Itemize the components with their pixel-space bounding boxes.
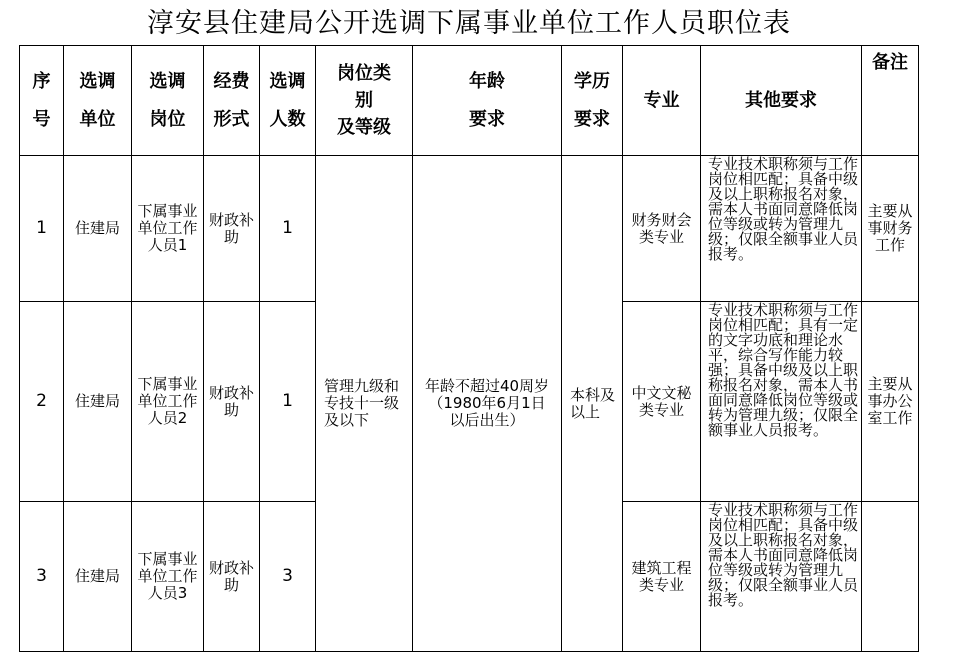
cell-notes: 主要从事办公室工作: [862, 302, 919, 502]
header-education-line: 学历: [574, 70, 610, 92]
cell-notes: 主要从事财务工作: [862, 156, 919, 302]
header-seq-line: 号: [32, 108, 51, 130]
header-notes: 备注: [862, 46, 919, 156]
header-position-line: 选调: [149, 70, 186, 92]
cell-seq: 3: [20, 502, 64, 652]
header-age-line: 年龄: [469, 70, 505, 92]
cell-funding: 财政补助: [204, 502, 260, 652]
header-position-line: 岗位: [149, 108, 186, 130]
header-other: 其他要求: [701, 46, 862, 156]
cell-count: 1: [260, 156, 316, 302]
header-unit-line: 单位: [79, 108, 116, 130]
cell-other: 专业技术职称须与工作岗位相匹配；具备中级及以上职称报名对象，需本人书面同意降低岗位等级或转为管理九级；仅限全额事业人员报考。: [701, 502, 862, 652]
page-title: 淳安县住建局公开选调下属事业单位工作人员职位表: [147, 8, 791, 39]
header-unit: [64, 46, 132, 156]
header-funding-line: 经费: [213, 70, 250, 92]
header-position: [132, 46, 204, 156]
header-education: [562, 46, 623, 156]
header-education-line: 要求: [574, 108, 610, 130]
cell-seq: 2: [20, 302, 64, 502]
header-seq: [20, 46, 64, 156]
cell-major: 财务财会类专业: [623, 156, 701, 302]
cell-category: 管理九级和专技十一级及以下: [316, 156, 413, 652]
cell-major: 建筑工程类专业: [623, 502, 701, 652]
header-major: 专业: [623, 46, 701, 156]
header-row: [20, 46, 919, 156]
cell-major: 中文文秘类专业: [623, 302, 701, 502]
header-count-line: 选调: [269, 70, 306, 92]
header-count: [260, 46, 316, 156]
cell-position: 下属事业单位工作人员1: [132, 156, 204, 302]
cell-count: 1: [260, 302, 316, 502]
header-funding-line: 形式: [213, 108, 250, 130]
header-age-line: 要求: [469, 108, 505, 130]
cell-other: 专业技术职称须与工作岗位相匹配；具备中级及以上职称报名对象，需本人书面同意降低岗位等级或转为管理九级；仅限全额事业人员报考。: [701, 156, 862, 302]
cell-position: 下属事业单位工作人员2: [132, 302, 204, 502]
position-table: [19, 45, 919, 652]
header-age: [413, 46, 562, 156]
header-count-line: 人数: [269, 108, 306, 130]
cell-position: 下属事业单位工作人员3: [132, 502, 204, 652]
header-unit-line: 选调: [79, 70, 116, 92]
cell-funding: 财政补助: [204, 302, 260, 502]
cell-count: 3: [260, 502, 316, 652]
cell-education: 本科及以上: [562, 156, 623, 652]
header-category: [316, 46, 413, 156]
cell-unit: 住建局: [64, 502, 132, 652]
cell-seq: 1: [20, 156, 64, 302]
header-funding: [204, 46, 260, 156]
cell-funding: 财政补助: [204, 156, 260, 302]
header-category-line: 岗位类: [337, 63, 391, 84]
cell-unit: 住建局: [64, 156, 132, 302]
header-seq-line: 序: [32, 70, 51, 92]
cell-notes: [862, 502, 919, 652]
cell-other: 专业技术职称须与工作岗位相匹配；具有一定的文字功底和理论水平，综合写作能力较强；具备中级及以上职称报名对象，需本人书面同意降低岗位等级或转为管理九级；仅限全额事业人员报考。: [701, 302, 862, 502]
header-category-line: 及等级: [337, 117, 391, 138]
header-category-line: 别: [355, 90, 373, 111]
cell-unit: 住建局: [64, 302, 132, 502]
cell-age: 年龄不超过40周岁（1980年6月1日以后出生）: [413, 156, 562, 652]
table-row: [20, 156, 919, 302]
